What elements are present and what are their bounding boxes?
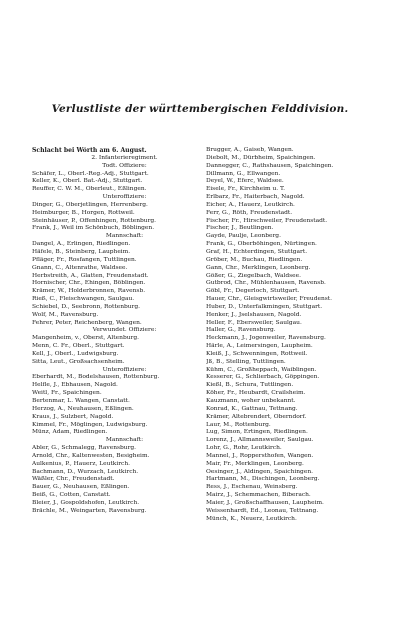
page-title: Verlustliste der württembergischen Felddivision. (51, 103, 349, 115)
casualty-entry: Erlbarz, Fr., Haiterbach, Nagold. (206, 194, 305, 201)
casualty-entry: Keller, K., Oberl. Bat.-Adj., Stuttgart. (32, 178, 143, 185)
casualty-entry: Heckmann, J., Jogenweiler, Ravensburg. (206, 335, 326, 342)
casualty-entry: Rieß, C., Fleischwangen, Saulgau. (32, 296, 135, 303)
casualty-entry: Eisele, Fr., Kirchheim u. T. (206, 186, 285, 193)
casualty-entry: Wolf, M., Ravensburg. (32, 311, 99, 318)
casualty-entry: Krämer, W., Holderbronnen, Ravensb. (32, 288, 146, 295)
casualty-entry: Häfele, B., Steinberg, Laupheim. (32, 248, 131, 255)
casualty-entry: Haller, G., Ravensburg. (206, 327, 276, 334)
casualty-entry: Eicher, A., Hauerz, Leutkirch. (206, 201, 295, 208)
casualty-entry: Bertenmar, L. Wangen, Canstatt. (32, 398, 130, 404)
casualty-entry: Hornischer, Chr., Ehingen, Böblingen. (32, 280, 146, 287)
casualty-entry: Gößer, G., Ziegelbach, Waldsee. (206, 272, 301, 279)
section-heading: Schlacht bei Wörth am 6. August. (32, 147, 147, 154)
casualty-entry: Kießl, B., Schura, Tuttlingen. (206, 382, 294, 389)
subsection-heading: Verwundet. Offiziere: (92, 327, 157, 334)
casualty-entry: Brugger, A., Gaiseb, Wangen. (206, 147, 294, 153)
casualty-entry: Mannel, J., Roppersthofen, Wangen. (206, 452, 314, 459)
casualty-entry: Konrad, K., Gattnau, Tettnang. (206, 405, 298, 412)
casualty-entry: Köher, Fr., Heubardt, Crailsheim. (206, 390, 306, 397)
casualty-entry: Laur, M., Rottenburg. (206, 421, 271, 428)
casualty-entry: Frank, G., Oberböhingen, Nürtingen. (206, 241, 317, 248)
casualty-entry: Helfle, J., Ebhausen, Nagold. (32, 382, 118, 389)
casualty-entry: Mair, Fr., Merklingen, Leonberg. (206, 460, 304, 467)
casualty-entry: Dinger, G., Oberjetlingen, Herrenberg. (32, 201, 148, 208)
casualty-entry: Hauer, Chr., Gleisgwirtsweiler, Freudenst. (206, 296, 333, 303)
casualty-entry: Herzog, A., Neuhausen, Eßlingen. (32, 405, 134, 412)
casualty-entry: Deyel, W., Eferc, Waldsee. (206, 178, 284, 185)
subsection-heading: Unteroffiziere: (102, 366, 147, 373)
casualty-entry: Münz, Adam, Riedlingen. (32, 429, 108, 436)
casualty-entry: Bauer, G., Neuhausen, Eßlingen. (32, 484, 130, 491)
casualty-entry: Brächle, M., Weingarten, Ravensburg. (32, 507, 147, 514)
right-column (206, 147, 391, 524)
casualty-entry: Kühm, C., Großheppach, Waiblingen. (206, 366, 317, 373)
casualty-entry: Pfläger, Fr., Rosfangen, Tuttlingen. (32, 256, 137, 263)
subsection-heading: Unteroffiziere: (102, 194, 147, 201)
casualty-entry: Fischer, J., Beutlingen. (206, 225, 274, 232)
casualty-entry: Fehrer, Peter, Reichenberg, Wangen. (32, 319, 142, 326)
casualty-entry: Dannegger, C., Rathshausen, Spaichingen. (206, 162, 334, 169)
casualty-entry: Gann, Chr., Merklingen, Leonberg. (206, 264, 311, 271)
casualty-entry: Heller, F., Ebersweiler, Saulgau. (206, 319, 302, 326)
casualty-entry: Maier, J., Großschaffhausen, Laupheim. (206, 499, 324, 506)
subsection-heading: 2. Infanterieregiment. (91, 154, 158, 161)
casualty-entry: Hartmann, M., Dischingen, Leonberg. (206, 476, 320, 483)
casualty-entry: Wäßler, Chr., Freudenstadt. (32, 476, 115, 483)
casualty-entry: Göbl, Fr., Degerloch, Stuttgart. (206, 288, 300, 295)
casualty-entry: Aulkenius, P., Hauerz, Leutkirch. (32, 460, 130, 467)
casualty-entry: Heimburger, B., Horgen, Rottweil. (32, 209, 135, 216)
casualty-entry: Reuffer, C. W. M., Oberleut., Eßlingen. (32, 186, 147, 193)
subsection-heading: Todt. Offiziere: (102, 162, 147, 169)
casualty-entry: Abler, G., Schmalegg, Ravensburg. (32, 445, 137, 452)
casualty-entry: Graf, H., Echterdingen, Stuttgart. (206, 248, 308, 255)
casualty-entry: Ferr, G., Röth, Freudenstadt. (206, 209, 293, 216)
casualty-entry: Bleier, J., Gospoldshofen, Leutkirch. (32, 499, 140, 506)
casualty-entry: Mairz, J., Schemmachen, Biberach. (206, 492, 311, 499)
casualty-entry: Dangel, A., Erlingen, Riedlingen. (32, 241, 131, 248)
casualty-entry: Sitta, Leut., Großsachsenheim. (32, 358, 125, 365)
casualty-entry: Oesinger, J., Aldingen, Spaichingen. (206, 468, 313, 475)
casualty-entry: Kauzmann, woher unbekannt. (206, 398, 296, 404)
casualty-entry: Kleiß, J., Schwenningen, Rottweil. (206, 350, 308, 357)
casualty-entry: Gutbrod, Chr., Mühlenhausen, Ravensb. (206, 280, 326, 287)
casualty-entry: Jß, B., Stelling, Tuttlingen. (206, 358, 286, 365)
casualty-entry: Schiebel, D., Seebronn, Rottenburg. (32, 303, 141, 310)
casualty-entry: Kimmel, Fr., Möglingen, Ludwigsburg. (32, 421, 148, 428)
casualty-entry: Beiß, G., Cotten, Canstatt. (32, 492, 111, 499)
casualty-entry: Krämer, Altebrendert, Oberndorf. (206, 413, 307, 420)
casualty-entry: Frank, J., Weil im Schönbuch, Böblingen. (32, 225, 155, 232)
casualty-entry: Herbstreith, A., Glatten, Freudenstadt. (32, 272, 149, 279)
casualty-entry: Dillmann, G., Ellwangen. (206, 170, 281, 177)
casualty-entry: Mangenheim, v., Oberst, Altenburg. (32, 335, 139, 342)
casualty-entry: Eberhardt, M., Bodelshausen, Rottenburg. (32, 374, 160, 381)
casualty-entry: Diebolt, M., Dürbheim, Spaichingen. (206, 154, 316, 161)
casualty-entry: Lug, Simon, Ertingen, Riedlingen. (206, 429, 308, 436)
casualty-entry: Menn, C. Fr., Oberl., Stuttgart. (32, 343, 125, 350)
casualty-entry: Härle, A., Leimersingen, Laupheim. (206, 343, 313, 350)
casualty-entry: Arnold, Chr., Kaltenwesten, Besigheim. (32, 452, 150, 459)
casualty-entry: Weitl, Fr., Spaichingen. (32, 390, 102, 397)
casualty-entry: Münch, K., Neuerz, Leutkirch. (206, 515, 297, 522)
casualty-entry: Schäfer, L., Oberl.-Reg.-Adj., Stuttgart. (32, 170, 149, 177)
casualty-entry: Lohr, G., Rohr, Leutkirch. (206, 445, 282, 452)
casualty-entry: Gayde, Paulje, Leonberg. (206, 233, 281, 240)
left-column (32, 147, 217, 516)
casualty-entry: Kraus, J., Sulzbert, Nagold. (32, 413, 114, 420)
casualty-entry: Henker, J., Jselshausen, Nagold. (206, 311, 302, 318)
subsection-heading: Mannschaft: (105, 233, 144, 240)
casualty-entry: Bachmann, D., Wurzach, Leutkirch. (32, 468, 139, 475)
casualty-entry: Steinhäuser, P., Offenhingen, Rottenburg. (32, 217, 157, 224)
casualty-entry: Kesserer, G., Schlierbach, Göppingen. (206, 374, 320, 381)
casualty-entry: Gröber, M., Buchau, Riedlingen. (206, 256, 303, 263)
casualty-entry: Huber, D., Unterfalkmingen, Stuttgart. (206, 303, 323, 310)
subsection-heading: Mannschaft: (105, 437, 144, 444)
casualty-entry: Fischer, Fr., Hirschweiler, Freudenstadt. (206, 217, 328, 224)
casualty-entry: Kell, J., Oberl., Ludwigsburg. (32, 350, 119, 357)
casualty-entry: Weissenhardt, Ed., Leonau, Tettnang. (206, 507, 319, 514)
casualty-entry: Lorenz, J., Allmannsweiler, Saulgau. (206, 437, 314, 444)
casualty-entry: Ress, J., Eschenau, Weinsberg. (206, 484, 298, 491)
casualty-entry: Gnann, C., Altenrathe, Waldsee. (32, 264, 128, 271)
